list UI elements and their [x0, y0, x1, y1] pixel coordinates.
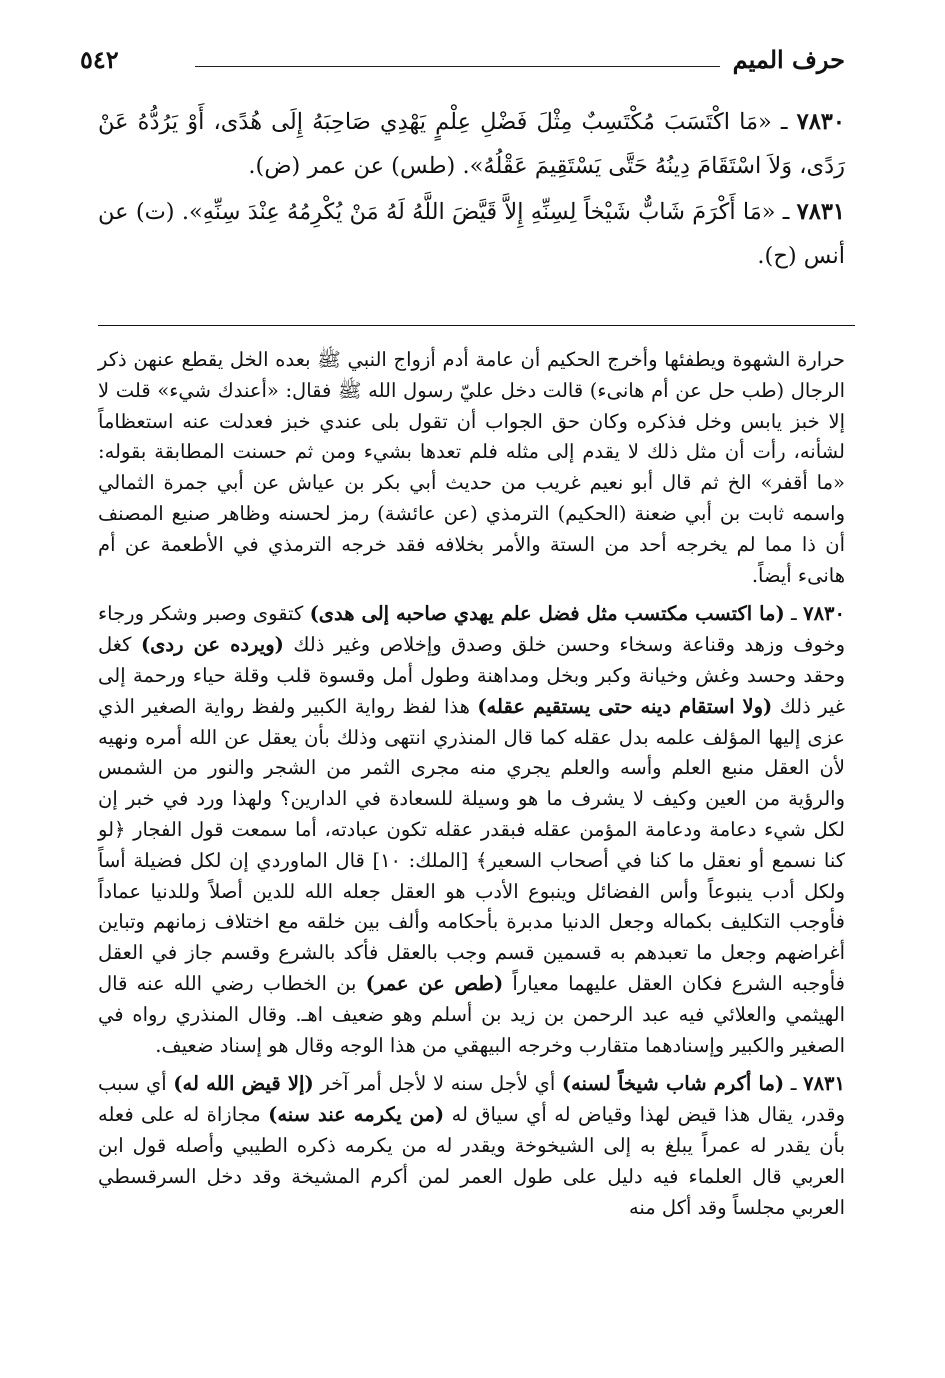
commentary-quote: (من يكرمه عند سنه) [268, 1103, 445, 1127]
commentary-quote: (ما اكتسب مكتسب مثل فضل علم يهدي صاحبه إلى هدى) [309, 602, 785, 626]
commentary-text: كغل وحقد وحسد وغش وخيانة وكبر وبخل ومداهنة وطول أمل وقسوة قلب وقلة حياء ورحمة إلى غير ذلك [98, 633, 845, 718]
hadith-text-section [98, 100, 845, 280]
commentary-paragraph: ٧٨٣١ ـ (ما أكرم شاب شيخاً لسنه) أي لأجل سنه لا لأجل أمر آخر (إلا قيض الله له) أي سبب وقدر، يقال هذا قيض لهذا وقياض له أي سياق له (من يكرمه عند سنه) مجازاة له على فعله بأن يقدر له عمراً يبلغ به إلى الشيخوخة ويقدر له من يكرمه ذكره الطيبي وأصله قول ابن العربي قال العلماء فيه دليل على طول العمر لمن أكرم المشيخة وقد دخل السرقسطي العربي مجلساً وقد أكل منه [98, 1072, 846, 1219]
footnote-divider [98, 325, 855, 326]
commentary-quote: (ولا استقام دينه حتى يستقيم عقله) [477, 694, 773, 718]
hadith-text: «مَا أَكْرَمَ شَابٌّ شَيْخاً لِسِنِّهِ إِلاَّ قَيَّضَ اللَّهُ لَهُ مَنْ يُكْرِمُهُ عِنْدَ سِنِّهِ». (ت) عن أنس (ح). [98, 199, 845, 269]
hadith-entry: ٧٨٣٠ ـ «مَا اكْتَسَبَ مُكْتَسِبٌ مِثْلَ فَضْلِ عِلْمٍ يَهْدِي صَاحِبَهُ إِلَى هُدًى، أَوْ يَرُدُّهُ عَنْ رَدًى، وَلاَ اسْتَقَامَ دِينُهُ حَتَّى يَسْتَقِيمَ عَقْلُهُ». (طس) عن عمر (ض). [98, 109, 845, 179]
commentary-paragraph: ٧٨٣٠ ـ (ما اكتسب مكتسب مثل فضل علم يهدي صاحبه إلى هدى) كتقوى وصبر وشكر ورجاء وخوف وزهد وقناعة وسخاء وحسن خلق وصدق وإخلاص وغير ذلك (ويرده عن ردى) كغل وحقد وحسد وغش وخيانة وكبر وبخل ومداهنة وطول أمل وقسوة قلب وقلة حياء ورحمة إلى غير ذلك (ولا استقام دينه حتى يستقيم عقله) هذا لفظ رواية الكبير ولفظ رواية الصغير الذي عزى إليها المؤلف علمه بدل عقله كما قال المنذري انتهى وذلك بأن يعقل عن الله أمره ونهيه لأن العقل منبع العلم وأسه والعلم يجري منه مجرى الثمر من الشجر والنور من الشمس والرؤية من العين وكيف لا يشرف ما هو وسيلة للسعادة في الدارين؟ ولهذا ورد في خبر إن لكل شيء دعامة ودعامة المؤمن عقله فبقدر عقله تكون عبادته، أما سمعت قول الفجار ﴿لو كنا نسمع أو نعقل ما كنا في أصحاب السعير﴾ [الملك: ١٠] قال الماوردي إن لكل فضيلة أساً ولكل أدب ينبوعاً وأس الفضائل وينبوع الأدب هو العقل جعله الله للدين أصلاً وللدنيا عماداً فأوجب التكليف بكماله وجعل الدنيا مدبرة بأحكامه وألف بين خلقه مع اختلاف زمانهم وتباين أغراضهم وجعل ما تعبدهم به قسمين قسم وجب بالعقل فأكد بالشرع وقسم جاز في العقل فأوجبه الشرع فكان العقل عليهما معياراً (طص عن عمر) بن الخطاب رضي الله عنه قال الهيثمي والعلائي فيه عبد الرحمن بن زيد بن أسلم وهو ضعيف اهـ. وقال المنذري رواه في الصغير والكبير وإسنادهما متقارب وخرجه البيهقي من هذا الوجه وقال هو إسناد ضعيف. [98, 602, 846, 1057]
commentary-text: بن الخطاب رضي الله عنه قال الهيثمي والعلائي فيه عبد الرحمن بن زيد بن أسلم وهو ضعيف اهـ. وقال المنذري رواه في الصغير والكبير وإسنادهما متقارب وخرجه البيهقي من هذا الوجه وقال هو إسناد ضعيف. [98, 971, 845, 1057]
commentary-text: كتقوى وصبر وشكر ورجاء وخوف وزهد وقناعة وسخاء وحسن خلق وصدق وإخلاص وغير ذلك [98, 602, 845, 657]
commentary-number: ٧٨٣١ [803, 1072, 846, 1096]
commentary-text: هذا لفظ رواية الكبير ولفظ رواية الصغير الذي عزى إليها المؤلف علمه بدل عقله كما قال المنذري انتهى وذلك بأن يعقل عن الله أمره ونهيه لأن العقل منبع العلم وأسه والعلم يجري منه مجرى الثمر من الشجر والنور من الشمس والرؤية من العين وكيف لا يشرف ما هو وسيلة للسعادة في الدارين؟ ولهذا ورد في خبر إن لكل شيء دعامة ودعامة المؤمن عقله فبقدر عقله تكون عبادته، أما سمعت قول الفجار ﴿لو كنا نسمع أو نعقل ما كنا في أصحاب السعير﴾ [الملك: ١٠] قال الماوردي إن لكل فضيلة أساً ولكل أدب ينبوعاً وأس الفضائل وينبوع الأدب هو العقل جعله الله للدين أصلاً وللدنيا عماداً فأوجب التكليف بكماله وجعل الدنيا مدبرة بأحكامه وألف بين خلقه مع اختلاف زمانهم وتباين أغراضهم وجعل ما تعبدهم به قسمين قسم وجب بالعقل فأكد بالشرع وقسم جاز في العقل فأوجبه الشرع فكان العقل عليهما معياراً [98, 694, 846, 995]
commentary-quote: (ويرده عن ردى) [140, 633, 284, 657]
chapter-title: حرف الميم [732, 45, 845, 74]
page-header [80, 40, 845, 74]
commentary-text: أي لأجل سنه لا لأجل أمر آخر [320, 1072, 556, 1096]
commentary-text: حرارة الشهوة ويطفئها وأخرج الحكيم أن عامة أدم أزواج النبي ﷺ بعده الخل يقطع عنهن ذكر الرجال (طب حل عن أم هانىء) قالت دخل عليّ رسول الله ﷺ فقال: «أعندك شيء» قلت لا إلا خبز يابس وخل فذكره وكان حق الجواب أن تقول بلى عندي خبز فعدلت عنه استعظاماً لشأنه، رأت أن مثل ذلك لا يقدم إلى مثله فلم تعدها بشيء ومن ثم حسنت المطابقة بقوله: «ما أقفر» الخ ثم قال أبو نعيم غريب من حديث أبي بكر بن عياش عن أبي جمرة الثمالي واسمه ثابت بن أبي ضعنة (الحكيم) الترمذي (عن عائشة) رمز لحسنه وظاهر صنيع المصنف أن ذا مما لم يخرجه أحد من الستة والأمر بخلافه فقد خرجه الترمذي في الأطعمة عن أم هانىء أيضاً. [98, 348, 845, 587]
commentary-quote: (طص عن عمر) [365, 971, 504, 995]
commentary-number: ٧٨٣٠ [803, 602, 845, 626]
commentary-text: أي سبب وقدر، يقال هذا قيض لهذا وقياض له أي سياق له [98, 1072, 845, 1127]
commentary-paragraph [98, 345, 845, 591]
hadith-number: ٧٨٣٠ [796, 109, 845, 135]
hadith-entry: ٧٨٣١ ـ «مَا أَكْرَمَ شَابٌّ شَيْخاً لِسِنِّهِ إِلاَّ قَيَّضَ اللَّهُ لَهُ مَنْ يُكْرِمُهُ عِنْدَ سِنِّهِ». (ت) عن أنس (ح). [98, 199, 845, 269]
hadith-text: «مَا اكْتَسَبَ مُكْتَسِبٌ مِثْلَ فَضْلِ عِلْمٍ يَهْدِي صَاحِبَهُ إِلَى هُدًى، أَوْ يَرُدُّهُ عَنْ رَدًى، وَلاَ اسْتَقَامَ دِينُهُ حَتَّى يَسْتَقِيمَ عَقْلُهُ». (طس) عن عمر (ض). [98, 109, 845, 179]
commentary-text: مجازاة له على فعله بأن يقدر له عمراً يبلغ به إلى الشيخوخة ويقدر له من يكرمه ذكره الطيبي وأصله قول ابن العربي قال العلماء فيه دليل على طول العمر لمن أكرم المشيخة وقد دخل السرقسطي العربي مجلساً وقد أكل منه [98, 1103, 845, 1219]
commentary-quote: (ما أكرم شاب شيخاً لسنه) [561, 1072, 785, 1096]
hadith-number: ٧٨٣١ [796, 199, 845, 225]
page-number: ٥٤٢ [80, 45, 119, 74]
commentary-section [98, 345, 845, 1231]
commentary-quote: (إلا قيض الله له) [173, 1072, 314, 1096]
header-rule [195, 66, 720, 67]
